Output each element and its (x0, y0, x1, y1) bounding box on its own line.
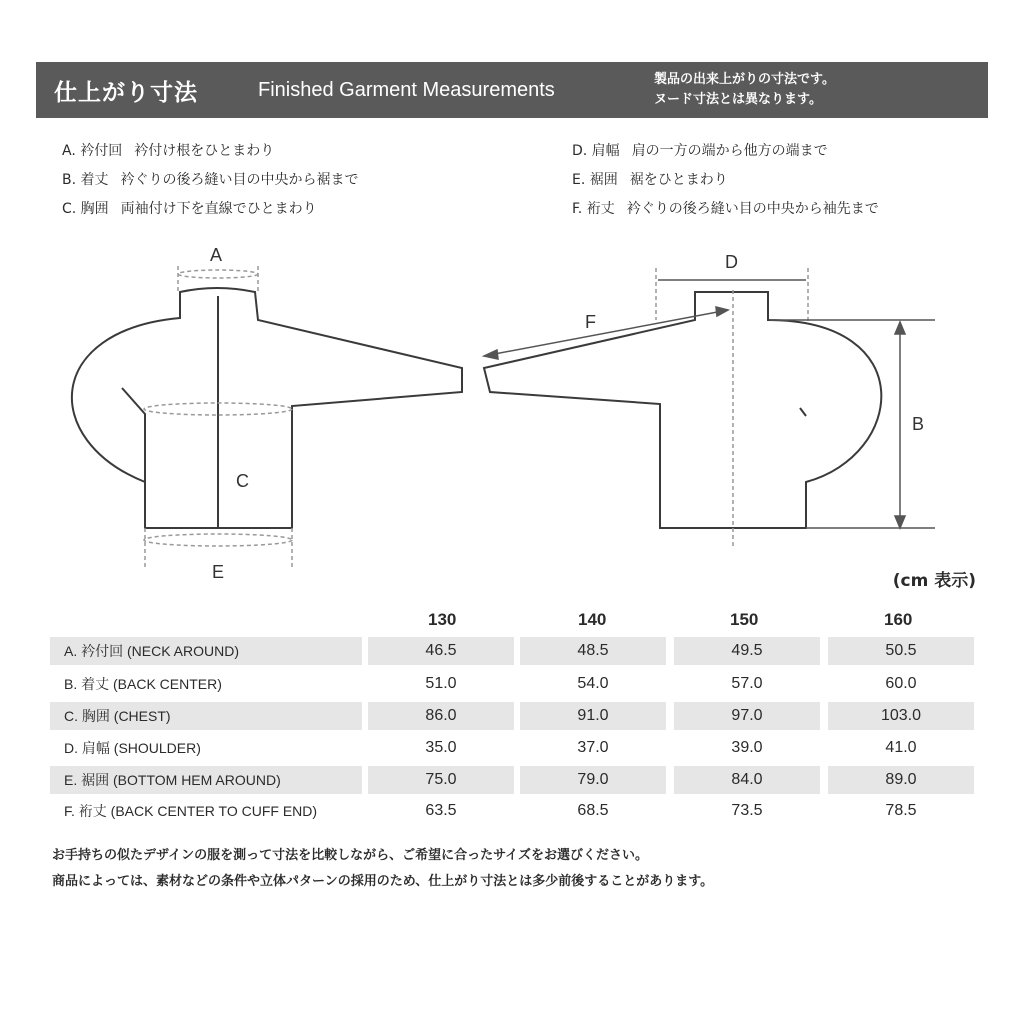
legend-item-c: C. 胸囲 両袖付け下を直線でひとまわり (62, 201, 317, 217)
table-row (50, 637, 978, 665)
table-row (50, 670, 978, 698)
back-measure-guides (656, 268, 808, 548)
cell-value: 35.0 (425, 739, 457, 756)
row-label: F. 裄丈 (BACK CENTER TO CUFF END) (64, 803, 318, 819)
legend-item-b: B. 着丈 衿ぐりの後ろ縫い目の中央から裾まで (62, 172, 359, 188)
row-label: D. 肩幅 (SHOULDER) (64, 740, 201, 756)
cell-value: 46.5 (368, 637, 514, 665)
label-e: E (212, 562, 225, 582)
row-label: E. 裾囲 (BOTTOM HEM AROUND) (50, 766, 362, 794)
cell-value: 86.0 (368, 702, 514, 730)
cell-value: 41.0 (885, 739, 917, 756)
cell-value: 57.0 (731, 675, 763, 692)
cell-value: 39.0 (731, 739, 763, 756)
label-a: A (210, 245, 223, 265)
cell-value: 73.5 (731, 802, 763, 819)
cell-value: 78.5 (885, 802, 917, 819)
cell-value: 79.0 (520, 766, 666, 794)
title-english: Finished Garment Measurements (258, 79, 555, 101)
cell-value: 97.0 (674, 702, 820, 730)
cell-value: 103.0 (828, 702, 974, 730)
footer-notes (52, 843, 713, 895)
label-f: F (585, 312, 596, 332)
size-header-140: 140 (578, 610, 607, 629)
row-label: C. 胸囲 (CHEST) (50, 702, 362, 730)
table-row (50, 734, 978, 762)
size-header-130: 130 (428, 610, 457, 629)
cell-value: 49.5 (674, 637, 820, 665)
table-row (50, 702, 978, 730)
row-label: B. 着丈 (BACK CENTER) (64, 676, 222, 692)
legend-item-d: D. 肩幅 肩の一方の端から他方の端まで (572, 143, 828, 159)
cell-value: 75.0 (368, 766, 514, 794)
cell-value: 48.5 (520, 637, 666, 665)
size-header-160: 160 (884, 610, 913, 629)
table-row (50, 797, 978, 825)
cell-value: 54.0 (577, 675, 609, 692)
row-label: A. 衿付回 (NECK AROUND) (50, 637, 362, 665)
cell-value: 84.0 (674, 766, 820, 794)
size-header-150: 150 (730, 610, 759, 629)
footer-line1: お手持ちの似たデザインの服を測って寸法を比較しながら、ご希望に合ったサイズをお選びください。 (52, 848, 649, 863)
header-note-line2: ヌード寸法とは異なります。 (654, 92, 822, 107)
legend-item-f: F. 裄丈 衿ぐりの後ろ縫い目の中央から袖先まで (572, 201, 879, 217)
cell-value: 68.5 (577, 802, 609, 819)
cell-value: 89.0 (828, 766, 974, 794)
legend-item-e: E. 裾囲 裾をひとまわり (572, 172, 728, 188)
label-b: B (912, 414, 925, 434)
unit-label: (cm 表示) (892, 571, 976, 591)
cell-value: 91.0 (520, 702, 666, 730)
jacket-back-outline (484, 292, 881, 528)
measure-arrows (484, 280, 935, 528)
table-row (50, 766, 978, 794)
cell-value: 50.5 (828, 637, 974, 665)
cell-value: 51.0 (425, 675, 457, 692)
cell-value: 37.0 (577, 739, 609, 756)
legend-item-a: A. 衿付回 衿付け根をひとまわり (62, 143, 275, 159)
cell-value: 60.0 (885, 675, 917, 692)
jacket-front-outline (72, 288, 462, 528)
footer-line2: 商品によっては、素材などの条件や立体パターンの採用のため、仕上がり寸法とは多少前後することがあります。 (52, 874, 714, 889)
cell-value: 63.5 (425, 802, 457, 819)
label-c: C (236, 471, 249, 491)
header-note-line1: 製品の出来上がりの寸法です。 (654, 72, 835, 87)
title-japanese: 仕上がり寸法 (54, 80, 198, 106)
label-d: D (725, 252, 738, 272)
